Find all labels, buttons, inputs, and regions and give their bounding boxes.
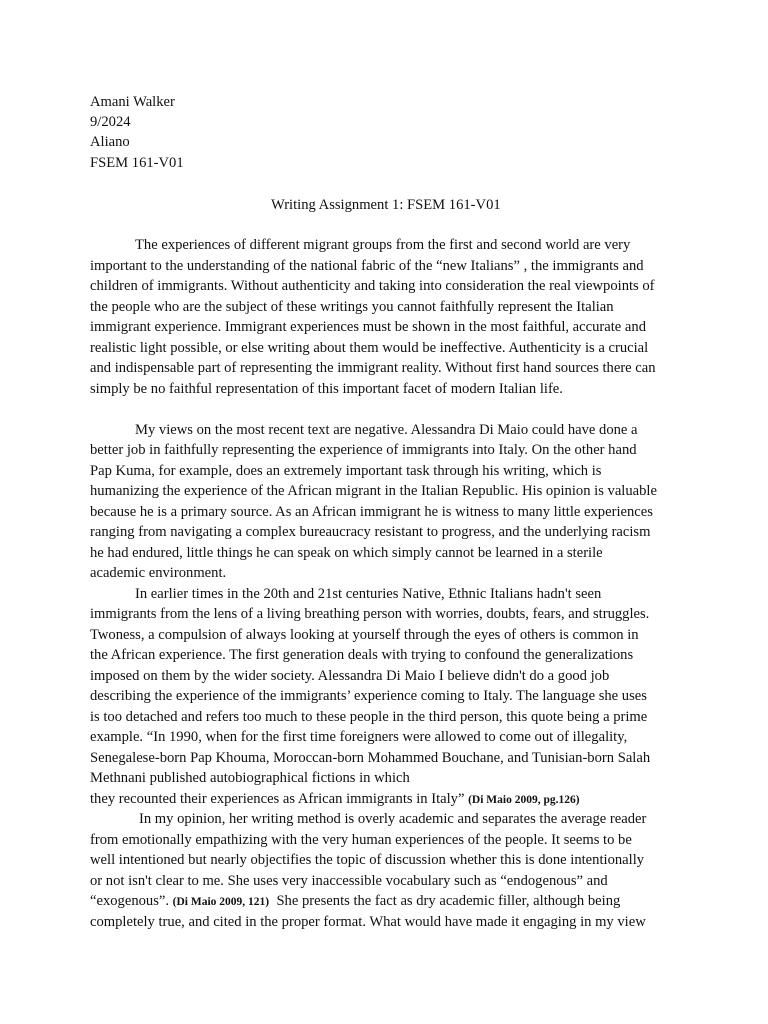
paragraph-line: from emotionally empathizing with the very human experiences of the people. It seems to be	[90, 832, 632, 848]
citation: (Di Maio 2009, 121)	[172, 896, 270, 908]
paragraph-text: “exogenous”.	[90, 893, 173, 909]
paragraph-line: example. “In 1990, when for the first time foreigners were allowed to come out of illegality,	[90, 729, 628, 745]
paragraph-line: academic environment.	[90, 565, 227, 581]
document-title: Writing Assignment 1: FSEM 161-V01	[271, 197, 501, 213]
paragraph-line-with-citation	[90, 789, 580, 810]
paragraph-text: She presents the fact as dry academic filler, although being	[269, 893, 621, 909]
paragraph-line: Senegalese-born Pap Khouma, Moroccan-born Mohammed Bouchane, and Tunisian-born Salah	[90, 750, 651, 766]
paragraph-line: realistic light possible, or else writing about them would be ineffective. Authenticity is a crucial	[90, 340, 649, 356]
paragraph-line: and indispensable part of representing the immigrant reality. Without first hand sources there can	[90, 360, 656, 376]
author-name: Amani Walker	[90, 94, 175, 110]
citation: (Di Maio 2009, pg.126)	[468, 794, 580, 806]
date: 9/2024	[90, 114, 131, 130]
paragraph-line: important to the understanding of the national fabric of the “new Italians” , the immigrants and	[90, 258, 644, 274]
paragraph-text: they recounted their experiences as African immigrants in Italy”	[90, 791, 469, 807]
paragraph-line: Pap Kuma, for example, does an extremely important task through his writing, which is	[90, 463, 602, 479]
paragraph-line: better job in faithfully representing the experience of immigrants into Italy. On the other hand	[90, 442, 637, 458]
paragraph-line: Methnani published autobiographical fictions in which	[90, 770, 410, 786]
instructor: Aliano	[90, 134, 130, 150]
paragraph-line: because he is a primary source. As an African immigrant he is witness to many little experiences	[90, 504, 653, 520]
paragraph-line: immigrant experience. Immigrant experiences must be shown in the most faithful, accurate and	[90, 319, 646, 335]
paragraph-line: In my opinion, her writing method is overly academic and separates the average reader	[139, 811, 647, 827]
paragraph-line: well intentioned but nearly objectifies the topic of discussion whether this is done intentionally	[90, 852, 645, 868]
paragraph-line: ranging from navigating a complex bureaucracy resistant to progress, and the underlying racism	[90, 524, 651, 540]
paragraph-line: Twoness, a compulsion of always looking at yourself through the eyes of others is common in	[90, 627, 639, 643]
paragraph-line: My views on the most recent text are negative. Alessandra Di Maio could have done a	[135, 422, 638, 438]
paragraph-line: immigrants from the lens of a living breathing person with worries, doubts, fears, and struggles.	[90, 606, 650, 622]
paragraph-line: In earlier times in the 20th and 21st centuries Native, Ethnic Italians hadn't seen	[135, 586, 602, 602]
paragraph-line: The experiences of different migrant groups from the first and second world are very	[135, 237, 631, 253]
paragraph-line: children of immigrants. Without authenticity and taking into consideration the real viewpoints of	[90, 278, 655, 294]
paragraph-line: he had endured, little things he can speak on which simply cannot be learned in a sterile	[90, 545, 603, 561]
paragraph-line: describing the experience of the immigrants’ experience coming to Italy. The language she uses	[90, 688, 647, 704]
paragraph-line-with-citation	[90, 891, 620, 912]
paragraph-line: completely true, and cited in the proper format. What would have made it engaging in my view	[90, 914, 646, 930]
course: FSEM 161-V01	[90, 155, 184, 171]
paragraph-line: humanizing the experience of the African migrant in the Italian Republic. His opinion is valuable	[90, 483, 657, 499]
paragraph-line: the African experience. The first generation deals with trying to confound the generalizations	[90, 647, 634, 663]
paragraph-line: the people who are the subject of these writings you cannot faithfully represent the Italian	[90, 299, 614, 315]
paragraph-line: is too detached and refers too much to these people in the third person, this quote being a prime	[90, 709, 648, 725]
paragraph-line: simply be no faithful representation of this important facet of modern Italian life.	[90, 381, 563, 397]
paragraph-line: or not isn't clear to me. She uses very inaccessible vocabulary such as “endogenous” and	[90, 873, 608, 889]
paragraph-line: imposed on them by the wider society. Alessandra Di Maio I believe didn't do a good job	[90, 668, 610, 684]
